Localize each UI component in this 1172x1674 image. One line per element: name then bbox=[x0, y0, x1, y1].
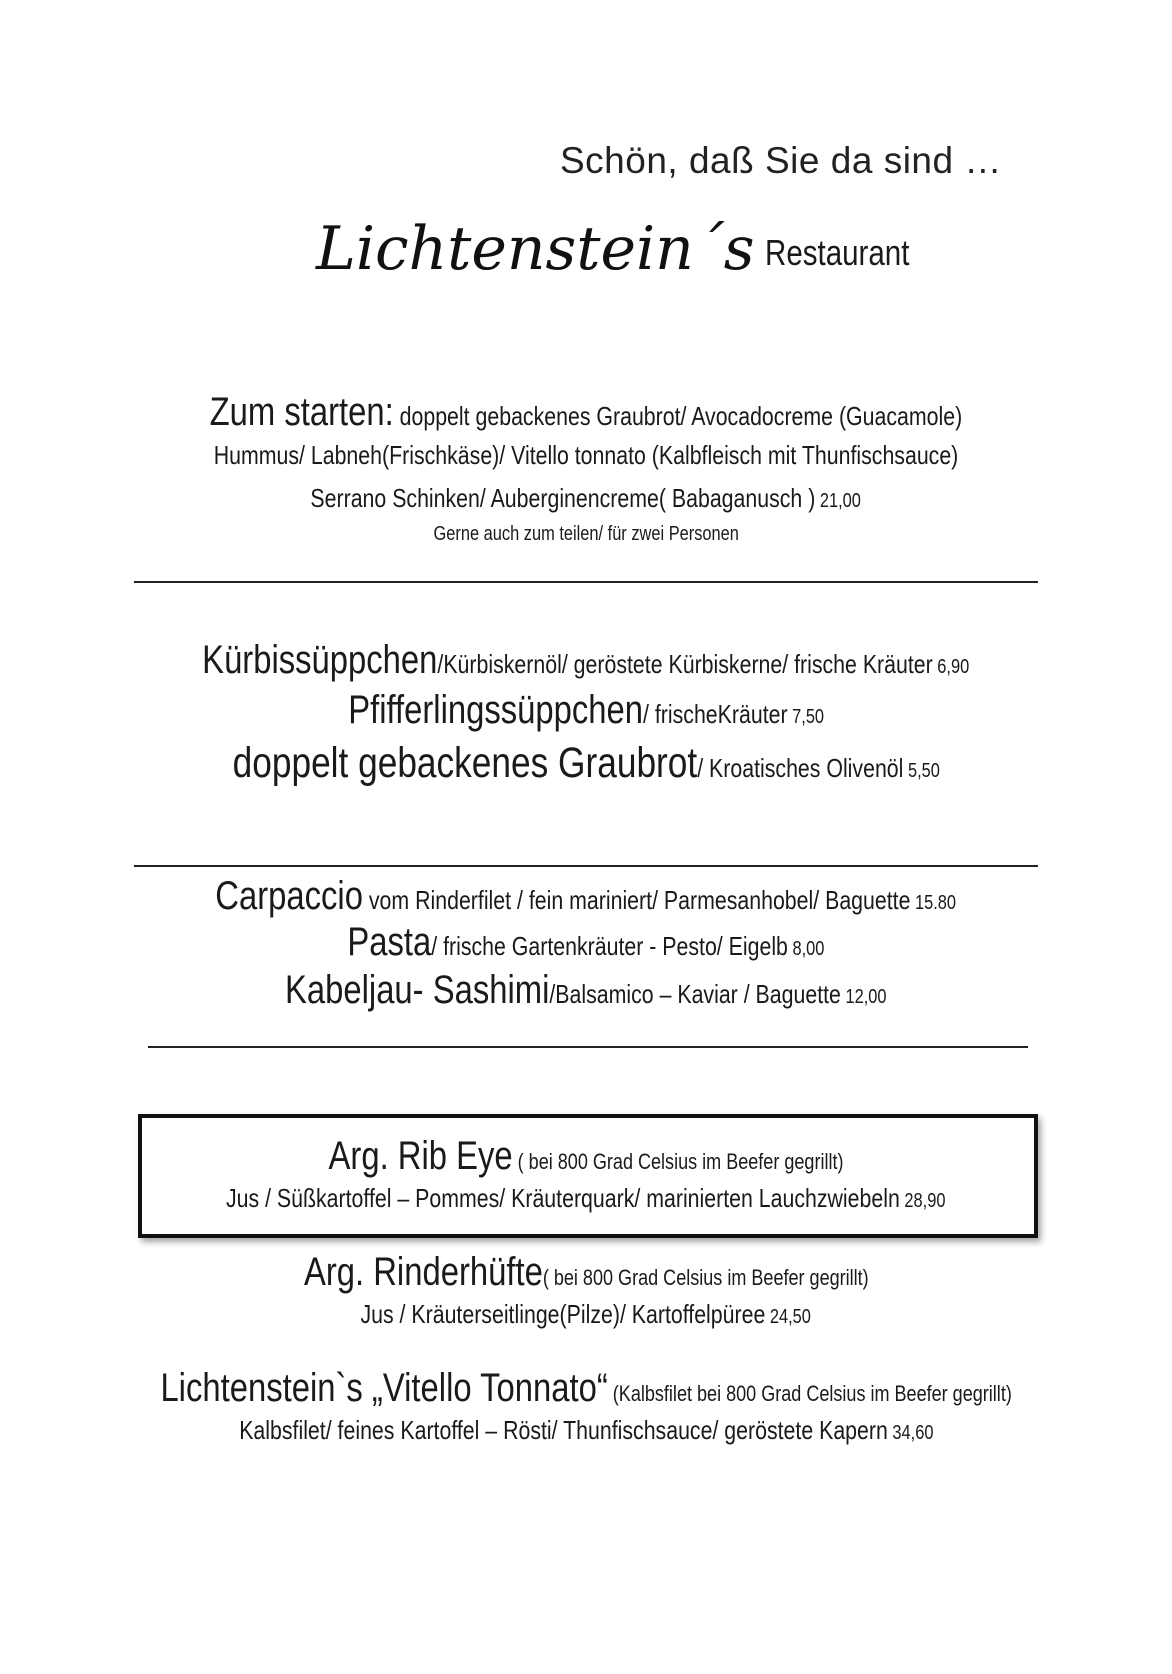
item-name: doppelt gebackenes Graubrot bbox=[232, 739, 697, 787]
starters-line3-text: Serrano Schinken/ Auberginencreme( Babaganusch ) bbox=[310, 483, 816, 513]
divider-1 bbox=[134, 581, 1038, 583]
item-note: ( bei 800 Grad Celsius im Beefer gegrillt) bbox=[512, 1149, 844, 1174]
starters-note-text: Gerne auch zum teilen/ für zwei Personen bbox=[433, 523, 739, 545]
item-sides: Jus / Kräuterseitlinge(Pilze)/ Kartoffelpüree bbox=[360, 1299, 766, 1329]
item-note: (Kalbsfilet bei 800 Grad Celsius im Beefer gegrillt) bbox=[607, 1381, 1012, 1406]
restaurant-name: Lichtenstein´s bbox=[316, 214, 755, 284]
item-price: 15.80 bbox=[910, 892, 957, 914]
restaurant-logo bbox=[316, 214, 941, 284]
item-name: Lichtenstein`s „Vitello Tonnato“ bbox=[160, 1366, 608, 1410]
menu-item-main-2 bbox=[0, 1252, 1172, 1292]
starters-line-2 bbox=[0, 442, 1172, 468]
item-name: Arg. Rinderhüfte bbox=[303, 1250, 543, 1294]
starters-price: 21,00 bbox=[815, 490, 862, 512]
starters-label: Zum starten: bbox=[209, 390, 394, 434]
menu-item-main-2-sides bbox=[0, 1301, 1172, 1327]
item-desc: / frische Gartenkräuter - Pesto/ Eigelb bbox=[431, 931, 789, 961]
item-price: 7,50 bbox=[787, 706, 824, 728]
item-sides: Kalbsfilet/ feines Kartoffel – Rösti/ Thunfischsauce/ geröstete Kapern bbox=[238, 1415, 888, 1445]
featured-item-box bbox=[138, 1114, 1038, 1238]
item-price: 28,90 bbox=[900, 1190, 946, 1212]
menu-item-main-3-sides bbox=[0, 1417, 1172, 1443]
menu-item-main-1-sides bbox=[0, 1185, 1172, 1211]
item-price: 6,90 bbox=[933, 656, 970, 678]
item-desc: /Kürbiskernöl/ geröstete Kürbiskerne/ frische Kräuter bbox=[437, 649, 934, 679]
item-desc: /Balsamico – Kaviar / Baguette bbox=[549, 979, 842, 1009]
item-desc: vom Rinderfilet / fein mariniert/ Parmesanhobel/ Baguette bbox=[363, 885, 911, 915]
starters-note bbox=[0, 524, 1172, 544]
item-name: Pfifferlingssüppchen bbox=[348, 688, 643, 732]
item-desc: / Kroatisches Olivenöl bbox=[696, 753, 904, 783]
item-price: 24,50 bbox=[765, 1306, 812, 1328]
item-price: 8,00 bbox=[788, 938, 825, 960]
item-name: Carpaccio bbox=[215, 874, 364, 918]
starters-line1-text: doppelt gebackenes Graubrot/ Avocadocreme (Guacamole) bbox=[393, 401, 963, 431]
item-name: Kabeljau- Sashimi bbox=[285, 968, 550, 1012]
starters-line-1 bbox=[0, 392, 1172, 432]
starters-line-3 bbox=[0, 485, 1172, 511]
item-sides: Jus / Süßkartoffel – Pommes/ Kräuterquark/ marinierten Lauchzwiebeln bbox=[226, 1183, 901, 1213]
divider-2 bbox=[134, 865, 1038, 867]
item-price: 34,60 bbox=[887, 1422, 934, 1444]
menu-item-appetizer-2 bbox=[0, 922, 1172, 962]
menu-item-soup-3 bbox=[0, 739, 1172, 787]
menu-item-soup-1 bbox=[0, 640, 1172, 680]
item-name: Arg. Rib Eye bbox=[328, 1134, 513, 1178]
greeting: Schön, daß Sie da sind … bbox=[560, 140, 1002, 181]
menu-item-soup-2 bbox=[0, 690, 1172, 730]
item-name: Kürbissüppchen bbox=[202, 638, 438, 682]
starters-line2-text: Hummus/ Labneh(Frischkäse)/ Vitello tonnato (Kalbfleisch mit Thunfischsauce) bbox=[213, 440, 959, 470]
item-note: ( bei 800 Grad Celsius im Beefer gegrillt) bbox=[542, 1265, 869, 1290]
item-price: 5,50 bbox=[903, 760, 940, 782]
item-name: Pasta bbox=[347, 920, 432, 964]
menu-item-main-3 bbox=[0, 1368, 1172, 1408]
menu-item-appetizer-1 bbox=[0, 876, 1172, 916]
item-price: 12,00 bbox=[841, 986, 887, 1008]
menu-item-main-1 bbox=[0, 1136, 1172, 1176]
divider-3 bbox=[148, 1046, 1028, 1048]
item-desc: / frischeKräuter bbox=[642, 699, 788, 729]
restaurant-suffix: Restaurant bbox=[764, 232, 909, 273]
menu-item-appetizer-3 bbox=[0, 970, 1172, 1010]
